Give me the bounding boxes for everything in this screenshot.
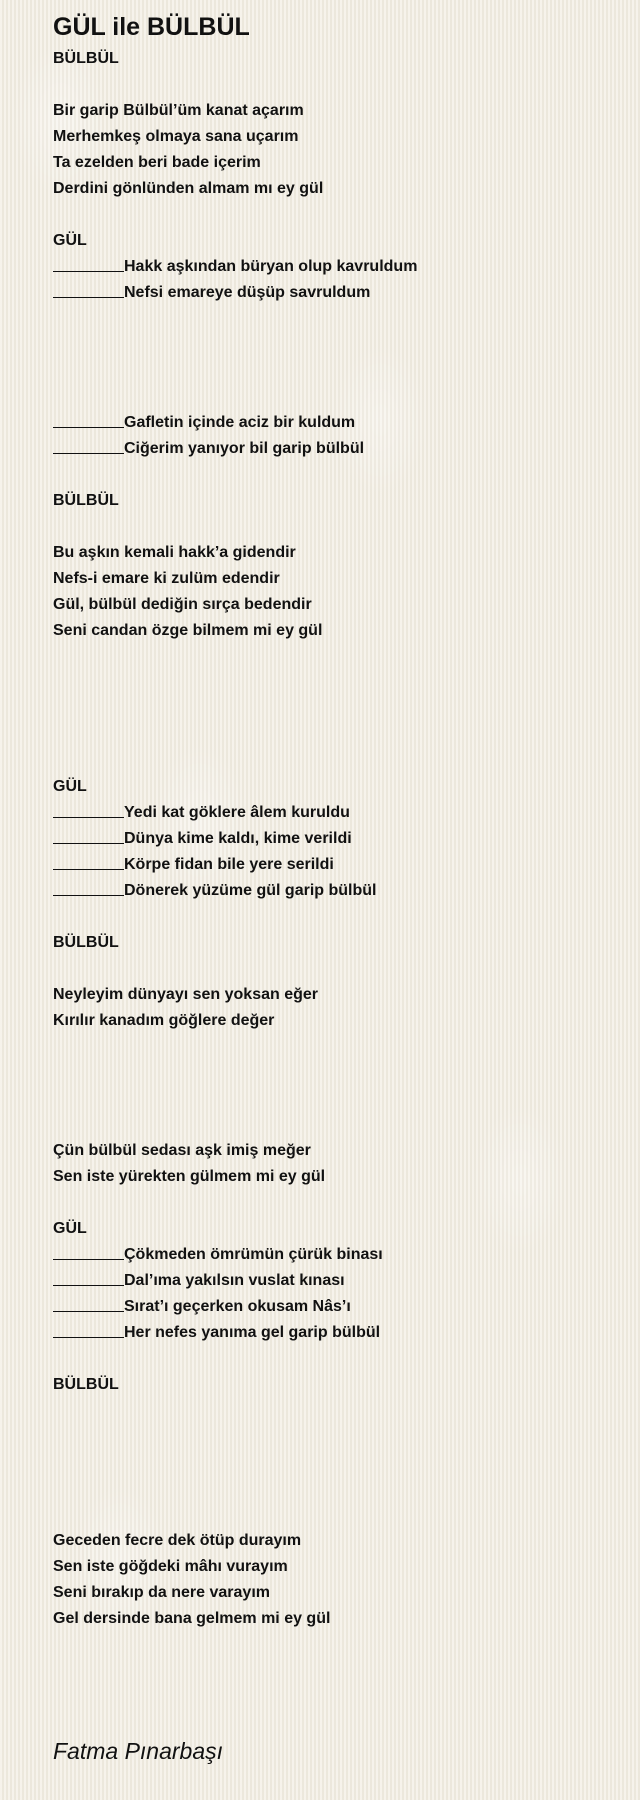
blank-underline bbox=[53, 1295, 124, 1312]
poem-line-text: GÜL bbox=[53, 1220, 87, 1237]
blank-underline bbox=[53, 281, 124, 298]
poem-body bbox=[53, 46, 613, 1632]
stanza-gap bbox=[53, 1112, 613, 1138]
stanza-gap bbox=[53, 514, 613, 540]
poem-line bbox=[53, 1554, 613, 1580]
poem-line bbox=[53, 1606, 613, 1632]
poem-line bbox=[53, 124, 613, 150]
poem-line bbox=[53, 280, 613, 306]
poem-line bbox=[53, 436, 613, 462]
poem-line bbox=[53, 1580, 613, 1606]
poem-line bbox=[53, 1294, 613, 1320]
poem-line bbox=[53, 150, 613, 176]
poem-line bbox=[53, 826, 613, 852]
poem-line bbox=[53, 1008, 613, 1034]
stanza-gap bbox=[53, 1346, 613, 1372]
poem-line bbox=[53, 1164, 613, 1190]
poem-line-text: Bu aşkın kemali hakk’a gidendir bbox=[53, 544, 296, 561]
poem-line-text: Ciğerim yanıyor bil garip bülbül bbox=[124, 440, 365, 457]
stanza-gap bbox=[53, 358, 613, 384]
poem-line bbox=[53, 774, 613, 800]
blank-underline bbox=[53, 801, 124, 818]
stanza-gap bbox=[53, 1034, 613, 1060]
poem-line bbox=[53, 1216, 613, 1242]
stanza-gap bbox=[53, 1060, 613, 1086]
poem-line bbox=[53, 1320, 613, 1346]
poem-line-text: BÜLBÜL bbox=[53, 492, 119, 509]
poem-line-text: Gafletin içinde aciz bir kuldum bbox=[124, 414, 356, 431]
poem-line bbox=[53, 540, 613, 566]
poem-line-text: Merhemkeş olmaya sana uçarım bbox=[53, 128, 299, 145]
stanza-gap bbox=[53, 1502, 613, 1528]
stanza-gap bbox=[53, 644, 613, 670]
poem-line-text: Her nefes yanıma gel garip bülbül bbox=[124, 1324, 381, 1341]
poem-line bbox=[53, 46, 613, 72]
poem-line-text: Gel dersinde bana gelmem mi ey gül bbox=[53, 1610, 331, 1627]
poem-line bbox=[53, 852, 613, 878]
poem-line-text: Nefsi emareye düşüp savruldum bbox=[124, 284, 371, 301]
poem-line-text: Sen iste göğdeki mâhı vurayım bbox=[53, 1558, 288, 1575]
poem-line-text: Geceden fecre dek ötüp durayım bbox=[53, 1532, 302, 1549]
blank-underline bbox=[53, 1269, 124, 1286]
poem-line-text: Yedi kat göklere âlem kuruldu bbox=[124, 804, 350, 821]
poem-line-text: Bir garip Bülbül’üm kanat açarım bbox=[53, 102, 304, 119]
poem-line-text: BÜLBÜL bbox=[53, 50, 119, 67]
poem-line bbox=[53, 1138, 613, 1164]
blank-underline bbox=[53, 411, 124, 428]
stanza-gap bbox=[53, 1476, 613, 1502]
poem-line-text: Gül, bülbül dediğin sırça bedendir bbox=[53, 596, 312, 613]
poem-line-text: Nefs-i emare ki zulüm edendir bbox=[53, 570, 280, 587]
poem-line bbox=[53, 618, 613, 644]
stanza-gap bbox=[53, 332, 613, 358]
blank-underline bbox=[53, 255, 124, 272]
stanza-gap bbox=[53, 1190, 613, 1216]
stanza-gap bbox=[53, 1450, 613, 1476]
poem-line bbox=[53, 592, 613, 618]
poem-line bbox=[53, 566, 613, 592]
blank-underline bbox=[53, 853, 124, 870]
poem-line-text: Kırılır kanadım göğlere değer bbox=[53, 1012, 275, 1029]
stanza-gap bbox=[53, 696, 613, 722]
blank-underline bbox=[53, 1321, 124, 1338]
poem-line-text: Dünya kime kaldı, kime verildi bbox=[124, 830, 352, 847]
poem-line bbox=[53, 1372, 613, 1398]
poem-line-text: Hakk aşkından büryan olup kavruldum bbox=[124, 258, 418, 275]
poem-line bbox=[53, 800, 613, 826]
blank-underline bbox=[53, 827, 124, 844]
poem-line bbox=[53, 1528, 613, 1554]
poem-line bbox=[53, 176, 613, 202]
poem-line-text: GÜL bbox=[53, 778, 87, 795]
poem-line-text: Körpe fidan bile yere serildi bbox=[124, 856, 334, 873]
poem-line-text: Dal’ıma yakılsın vuslat kınası bbox=[124, 1272, 345, 1289]
stanza-gap bbox=[53, 462, 613, 488]
stanza-gap bbox=[53, 72, 613, 98]
poem-line-text: Seni bırakıp da nere varayım bbox=[53, 1584, 270, 1601]
poem-line-text: Sen iste yürekten gülmem mi ey gül bbox=[53, 1168, 326, 1185]
poem-line-text: Çün bülbül sedası aşk imiş meğer bbox=[53, 1142, 311, 1159]
blank-underline bbox=[53, 437, 124, 454]
stanza-gap bbox=[53, 202, 613, 228]
author-name: Fatma Pınarbaşı bbox=[53, 1738, 224, 1764]
poem-line bbox=[53, 878, 613, 904]
stanza-gap bbox=[53, 1424, 613, 1450]
stanza-gap bbox=[53, 904, 613, 930]
poem-line-text: Neyleyim dünyayı sen yoksan eğer bbox=[53, 986, 319, 1003]
poem-line-text: Ta ezelden beri bade içerim bbox=[53, 154, 261, 171]
stanza-gap bbox=[53, 1398, 613, 1424]
poem bbox=[53, 8, 613, 1632]
poem-line-text: Seni candan özge bilmem mi ey gül bbox=[53, 622, 323, 639]
stanza-gap bbox=[53, 384, 613, 410]
stanza-gap bbox=[53, 722, 613, 748]
poem-line-text: Çökmeden ömrümün çürük binası bbox=[124, 1246, 383, 1263]
poem-line bbox=[53, 410, 613, 436]
poem-line bbox=[53, 254, 613, 280]
poem-title: GÜL ile BÜLBÜL bbox=[53, 13, 250, 41]
poem-line bbox=[53, 98, 613, 124]
stanza-gap bbox=[53, 956, 613, 982]
poem-line-text: BÜLBÜL bbox=[53, 934, 119, 951]
blank-underline bbox=[53, 879, 124, 896]
blank-underline bbox=[53, 1243, 124, 1260]
poem-line bbox=[53, 1242, 613, 1268]
poem-line-text: BÜLBÜL bbox=[53, 1376, 119, 1393]
stanza-gap bbox=[53, 306, 613, 332]
poem-line-text: GÜL bbox=[53, 232, 87, 249]
stanza-gap bbox=[53, 1086, 613, 1112]
poem-line-text: Derdini gönlünden almam mı ey gül bbox=[53, 180, 324, 197]
poem-line-text: Sırat’ı geçerken okusam Nâs’ı bbox=[124, 1298, 351, 1315]
poem-line bbox=[53, 488, 613, 514]
poem-line bbox=[53, 228, 613, 254]
stanza-gap bbox=[53, 670, 613, 696]
stanza-gap bbox=[53, 748, 613, 774]
poem-line bbox=[53, 930, 613, 956]
poem-line bbox=[53, 1268, 613, 1294]
poem-line-text: Dönerek yüzüme gül garip bülbül bbox=[124, 882, 377, 899]
poem-line bbox=[53, 982, 613, 1008]
